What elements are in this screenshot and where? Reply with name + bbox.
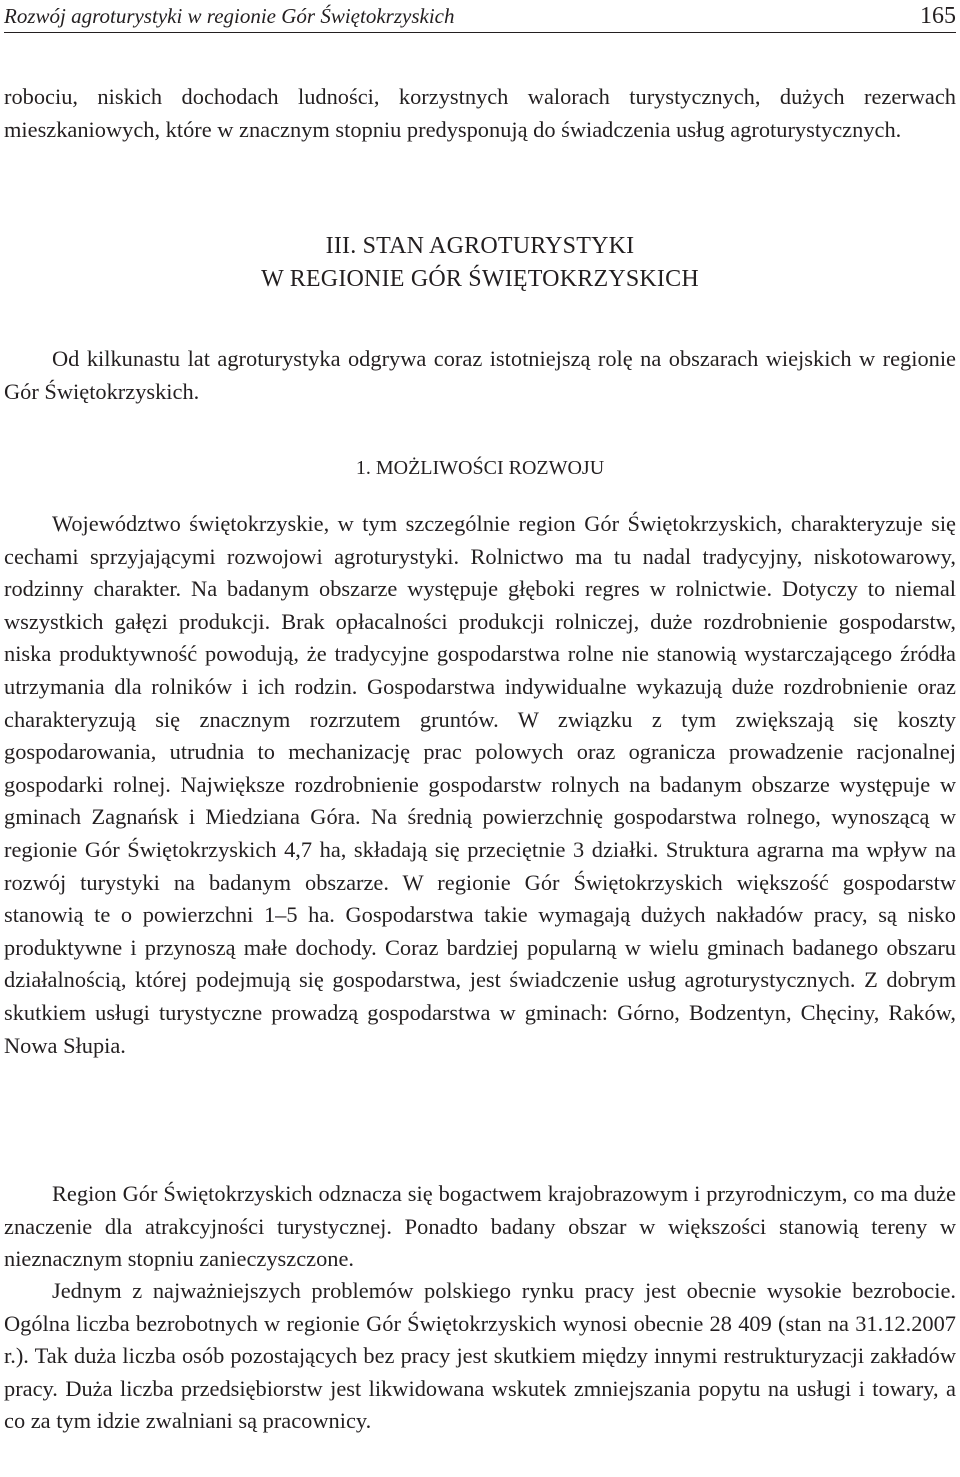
- body-paragraph: Region Gór Świętokrzyskich odznacza się bogactwem krajobrazowym i przyrodniczym, co ma duże znaczenie dla atrakcyjności turystycznej. Ponadto badany obszar w większości stanowią tereny w nieznacznym stopniu zanieczyszczone.: [4, 1181, 956, 1272]
- body-paragraph: Województwo świętokrzyskie, w tym szczególnie region Gór Świętokrzyskich, charakteryzuje się cechami sprzyjającymi rozwojowi agroturystyki. Rolnictwo ma tu nadal tradycyjny, niskotowarowy, rodzinny charakter. Na badanym obszarze występuje głęboki regres w rolnictwie. Dotyczy to niemal wszystkich gałęzi produkcji. Brak opłacalności produkcji rolniczej, duże rozdrobnienie gospodarstw, niska produktywność powodują, że tradycyjne gospodarstwa rolne nie stanowią wystarczającego źródła utrzymania dla rolników i ich rodzin. Gospodarstwa indywidualne wykazują duże rozdrobnienie oraz charakteryzują się znacznym rozrzutem gruntów. W związku z tym zwiększają się koszty gospodarowania, utrudnia to mechanizację prac polowych oraz ogranicza prowadzenie racjonalnej gospodarki rolnej. Największe rozdrobnienie gospodarstw rolnych na badanym obszarze występuje w gminach Zagnańsk i Miedziana Góra. Na średnią powierzchnię gospodarstwa rolnego, wynoszącą w regionie Gór Świętokrzyskich 4,7 ha, składają się przeciętnie 3 działki. Struktura agrarna ma wpływ na rozwój turystyki na badanym obszarze. W regionie Gór Świętokrzyskich większość gospodarstw stanowią te o powierzchni 1–5 ha. Gospodarstwa takie wymagają dużych nakładów pracy, są nisko produktywne i przynoszą małe dochody. Coraz bardziej popularną w wielu gminach badanego obszaru działalnością, której podejmują się gospodarstwa, jest świadczenie usług agroturystycznych. Z dobrym skutkiem usługi turystyczne prowadzą gospodarstwa w gminach: Górno, Bodzentyn, Chęciny, Raków, Nowa Słupia.: [4, 511, 956, 1058]
- section-heading-line-1: III. STAN AGROTURYSTYKI: [325, 233, 635, 259]
- body-paragraph: Jednym z najważniejszych problemów polskiego rynku pracy jest obecnie wysokie bezrobocie. Ogólna liczba bezrobotnych w regionie Gór Świętokrzyskich wynosi obecnie 28 409 (stan na 31.12.2007 r.). Tak duża liczba osób pozostających bez pracy jest skutkiem między innymi restrukturyzacji zakładów pracy. Duża liczba przedsiębiorstw jest likwidowana wskutek zmniejszania popytu na usługi i towary, a co za tym idzie zwalniani są pracownicy.: [4, 1278, 956, 1434]
- subsection-heading: 1. MOŻLIWOŚCI ROZWOJU: [355, 457, 605, 479]
- section-heading: [0, 230, 960, 295]
- running-title: Rozwój agroturystyki w regionie Gór Świętokrzyskich: [4, 4, 455, 28]
- section-lead-paragraph: Od kilkunastu lat agroturystyka odgrywa coraz istotniejszą rolę na obszarach wiejskich w regionie Gór Świętokrzyskich.: [4, 346, 956, 404]
- section-heading-line-2: W REGIONIE GÓR ŚWIĘTOKRZYSKICH: [261, 265, 699, 292]
- running-header: [4, 0, 956, 33]
- page-number: 165: [920, 3, 956, 29]
- intro-paragraph: robociu, niskich dochodach ludności, korzystnych walorach turystycznych, dużych rezerwach mieszkaniowych, które w znacznym stopniu predysponują do świadczenia usług agroturystycznych.: [4, 84, 956, 142]
